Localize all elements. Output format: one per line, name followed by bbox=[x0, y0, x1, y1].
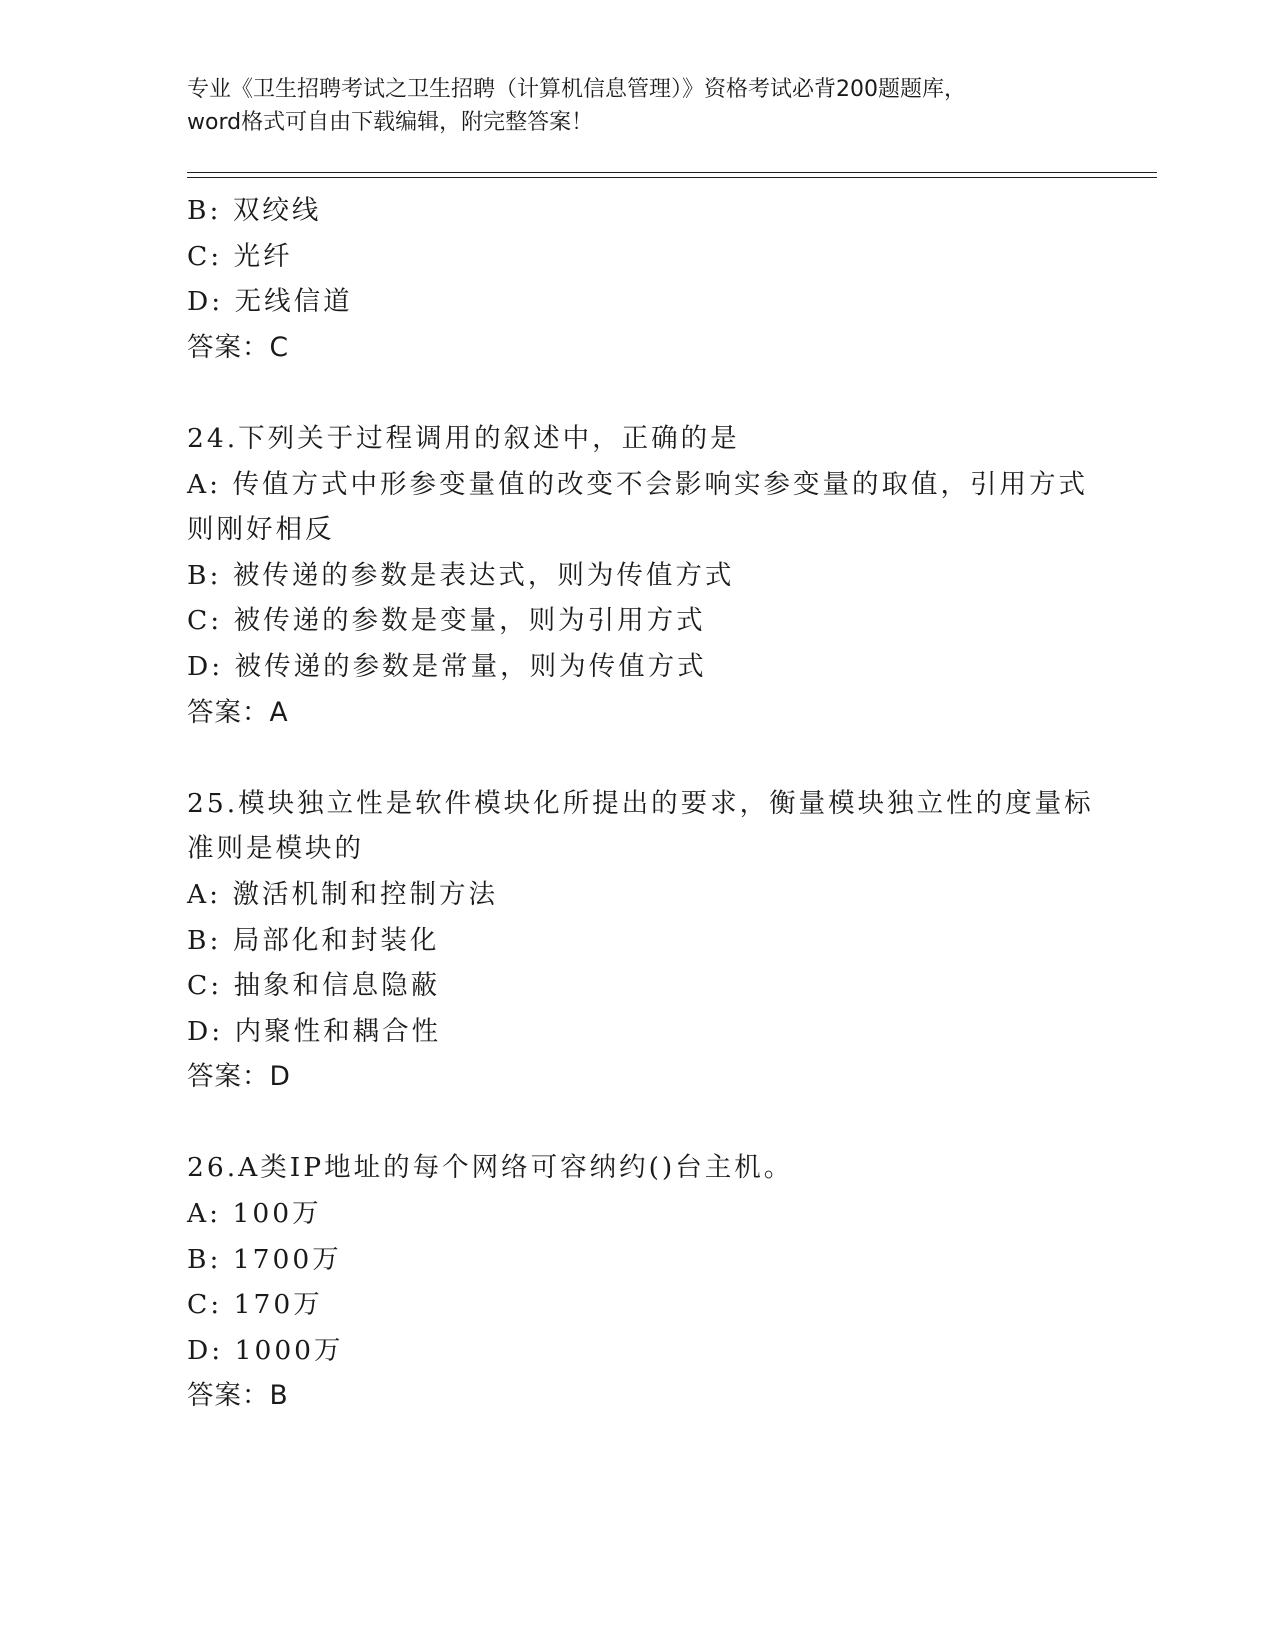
option-b: B: 局部化和封装化 bbox=[187, 924, 440, 956]
question-24 bbox=[187, 416, 1087, 735]
option-d: D: 无线信道 bbox=[187, 286, 353, 318]
header-line-2: word格式可自由下载编辑，附完整答案！ bbox=[187, 110, 594, 135]
document-header bbox=[187, 73, 1087, 139]
option-c: C: 光纤 bbox=[187, 240, 293, 272]
question-23-tail bbox=[187, 188, 1087, 370]
question-25 bbox=[187, 781, 1094, 1100]
option-d: D: 内聚性和耦合性 bbox=[187, 1015, 442, 1047]
option-c: C: 170万 bbox=[187, 1289, 323, 1321]
option-b: B: 被传递的参数是表达式，则为传值方式 bbox=[187, 559, 735, 591]
option-a: A: 传值方式中形参变量值的改变不会影响实参变量的取值，引用方式 bbox=[187, 468, 1088, 500]
option-c: C: 抽象和信息隐蔽 bbox=[187, 970, 441, 1002]
answer: 答案：B bbox=[187, 1380, 289, 1412]
document-body bbox=[187, 188, 1094, 1419]
answer: 答案：C bbox=[187, 331, 290, 363]
answer: 答案：A bbox=[187, 696, 289, 728]
question-stem-continued: 准则是模块的 bbox=[187, 833, 364, 865]
header-rule-bottom bbox=[187, 177, 1157, 178]
option-d: D: 被传递的参数是常量，则为传值方式 bbox=[187, 650, 707, 682]
option-a: A: 激活机制和控制方法 bbox=[187, 878, 498, 910]
option-a-continued: 则刚好相反 bbox=[187, 514, 335, 546]
header-rule-top bbox=[187, 172, 1157, 173]
option-b: B: 双绞线 bbox=[187, 195, 322, 226]
option-d: D: 1000万 bbox=[187, 1334, 344, 1366]
option-a: A: 100万 bbox=[187, 1198, 322, 1230]
question-stem: 24.下列关于过程调用的叙述中，正确的是 bbox=[187, 422, 740, 454]
option-b: B: 1700万 bbox=[187, 1243, 342, 1275]
question-stem: 25.模块独立性是软件模块化所提出的要求，衡量模块独立性的度量标 bbox=[187, 787, 1094, 819]
header-line-1: 专业《卫生招聘考试之卫生招聘（计算机信息管理）》资格考试必背200题题库， bbox=[187, 77, 966, 102]
question-26 bbox=[187, 1145, 1087, 1419]
question-stem: 26.A类IP地址的每个网络可容纳约()台主机。 bbox=[187, 1152, 794, 1184]
option-c: C: 被传递的参数是变量，则为引用方式 bbox=[187, 605, 706, 637]
answer: 答案：D bbox=[187, 1061, 291, 1093]
